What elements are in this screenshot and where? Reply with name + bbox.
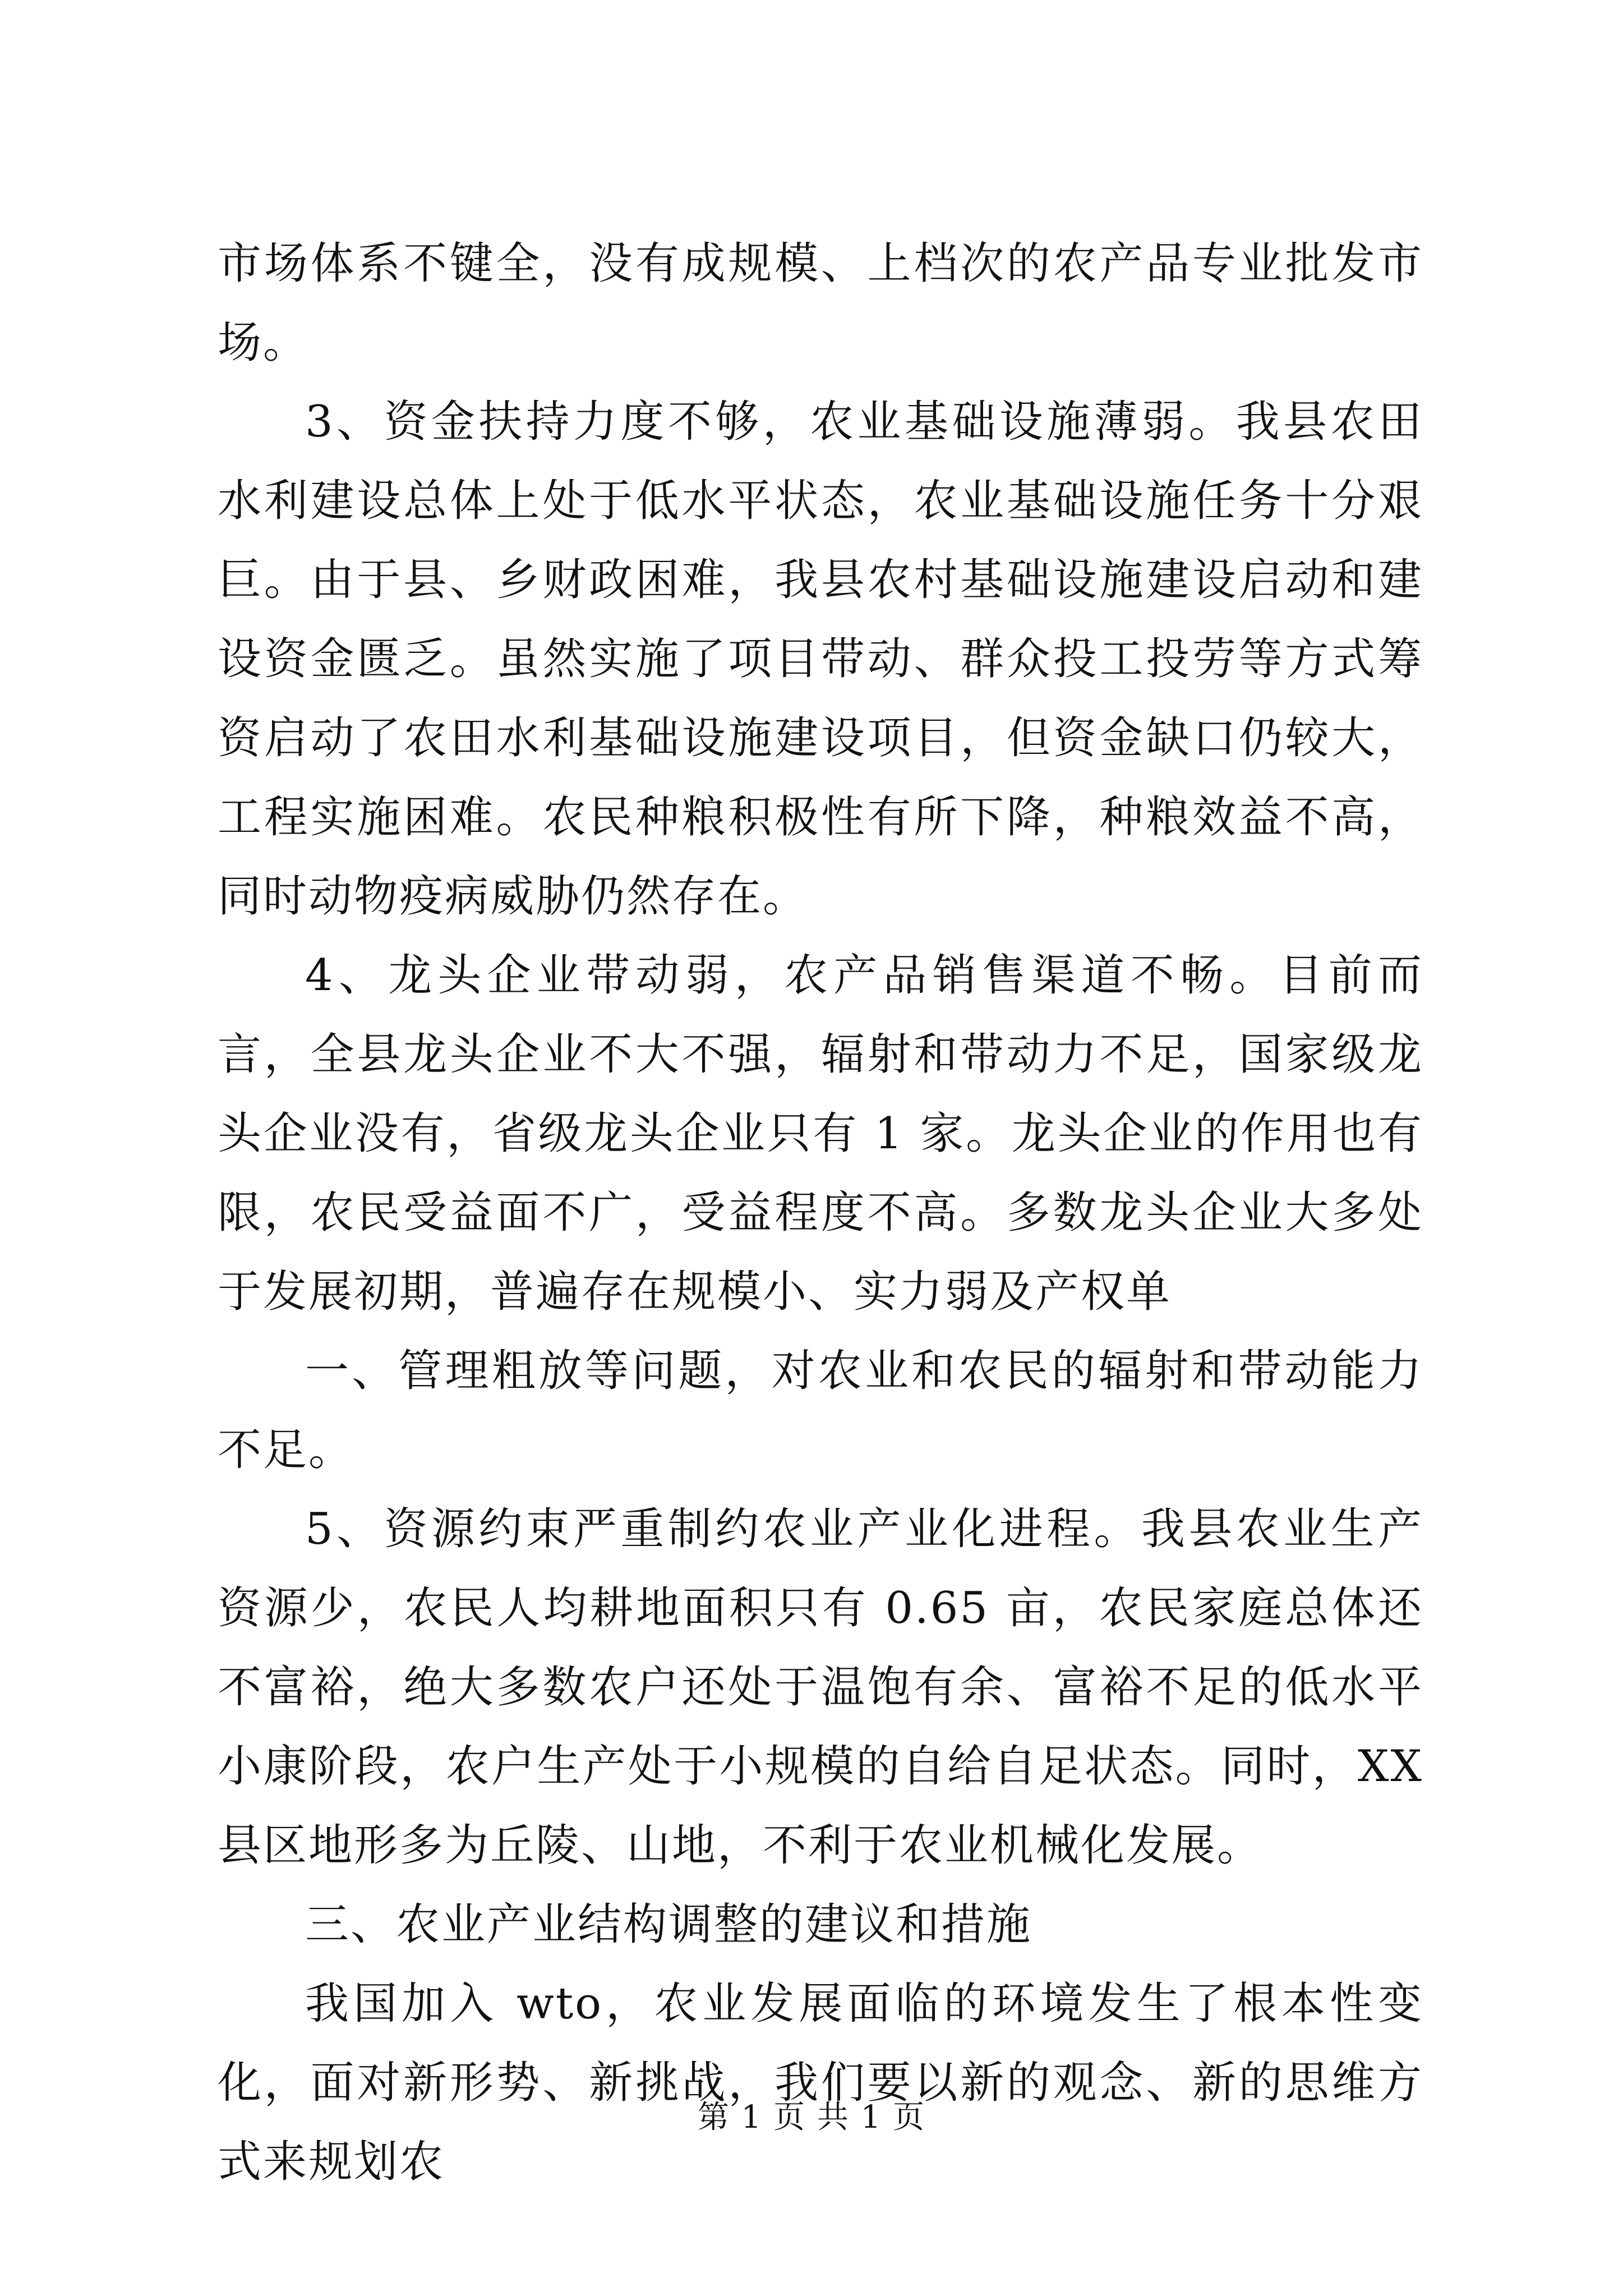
paragraph-5: 5、资源约束严重制约农业产业化进程。我县农业生产资源少，农民人均耕地面积只有 0.65 亩，农民家庭总体还不富裕，绝大多数农户还处于温饱有余、富裕不足的低水平小康阶段，农户生产处于小规模的自给自足状态。同时，XX 县区地形多为丘陵、山地，不利于农业机械化发展。 <box>218 1504 1423 1871</box>
page-footer: 第 1 页 共 1 页 <box>697 2099 926 2136</box>
paragraph-1: 市场体系不键全，没有成规模、上档次的农产品专业批发市场。 <box>218 238 1423 368</box>
paragraph-6: 我国加入 wto，农业发展面临的环境发生了根本性变化，面对新形势、新挑战，我们要以新的观念、新的思维方式来规划农 <box>218 1978 1423 2187</box>
paragraph-3: 4、龙头企业带动弱，农产品销售渠道不畅。目前而言，全县龙头企业不大不强，辐射和带动力不足，国家级龙头企业没有，省级龙头企业只有 1 家。龙头企业的作用也有限，农民受益面不广，受益程度不高。多数龙头企业大多处于发展初期，普遍存在规模小、实力弱及产权单 <box>218 950 1423 1317</box>
document-body <box>218 224 1423 2202</box>
paragraph-2: 3、资金扶持力度不够，农业基础设施薄弱。我县农田水利建设总体上处于低水平状态，农业基础设施任务十分艰巨。由于县、乡财政困难，我县农村基础设施建设启动和建设资金匮乏。虽然实施了项目带动、群众投工投劳等方式筹资启动了农田水利基础设施建设项目，但资金缺口仍较大，工程实施困难。农民种粮积极性有所下降，种粮效益不高，同时动物疫病威胁仍然存在。 <box>218 397 1423 922</box>
paragraph-4: 一、管理粗放等问题，对农业和农民的辐射和带动能力不足。 <box>218 1346 1423 1475</box>
section-heading: 三、农业产业结构调整的建议和措施 <box>305 1899 1032 1950</box>
